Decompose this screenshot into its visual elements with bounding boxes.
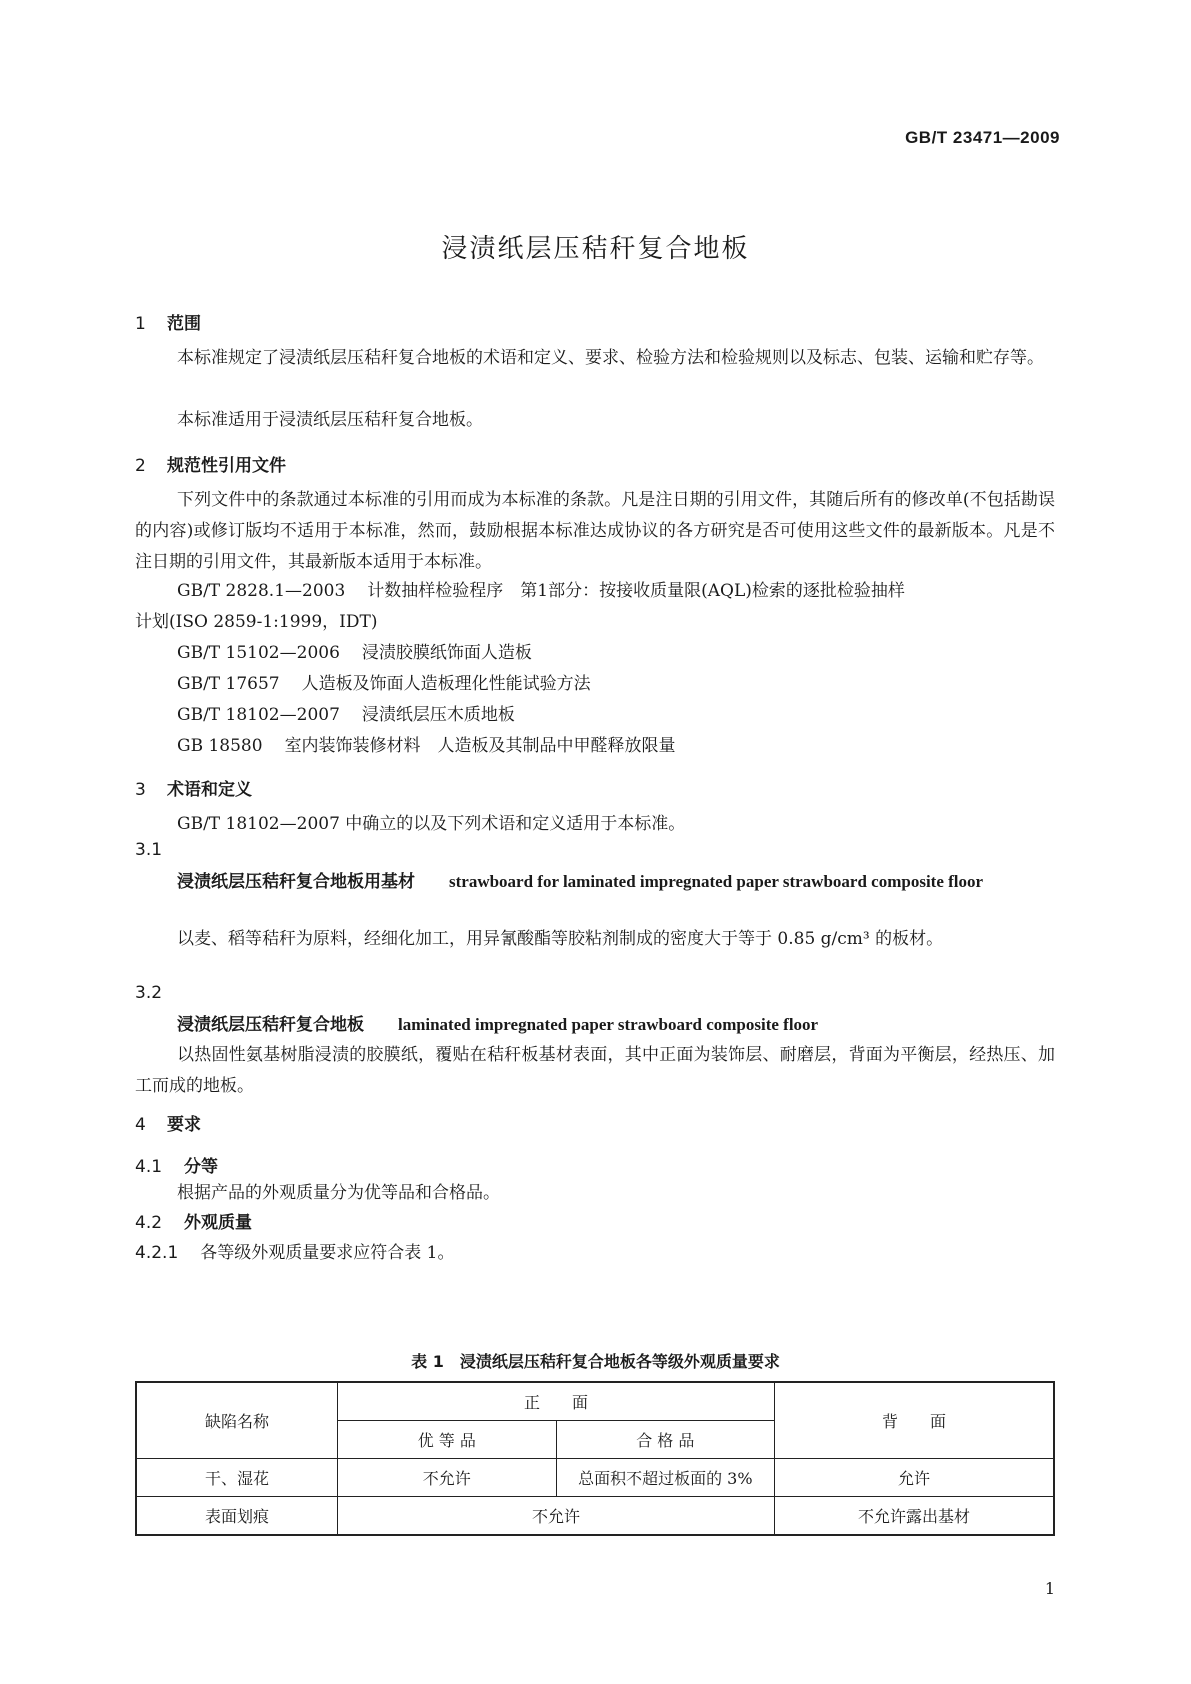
subsection-title: 外观质量 [184, 1213, 253, 1233]
reference-code: GB/T 2828.1—2003 [177, 581, 346, 601]
standard-number: GB/T 23471—2009 [905, 128, 1060, 147]
reference-name: 浸渍纸层压木质地板 [361, 705, 515, 725]
subsection-number: 4.1 [135, 1157, 163, 1177]
table-row [136, 1459, 1054, 1497]
section-2-paragraph-1: 下列文件中的条款通过本标准的引用而成为本标准的条款。凡是注日期的引用文件，其随后所有的修改单(不包括勘误的内容)或修订版均不适用于本标准，然而，鼓励根据本标准达成协议的各方研究是否可使用这些文件的最新版本。凡是不注日期的引用文件，其最新版本适用于本标准。 [135, 490, 1055, 572]
reference-item [177, 638, 532, 663]
subsection-title: 分等 [184, 1157, 219, 1177]
subsection-4-1-text: 根据产品的外观质量分为优等品和合格品。 [177, 1183, 500, 1203]
table-1-caption: 表 1 浸渍纸层压秸秆复合地板各等级外观质量要求 [411, 1352, 780, 1371]
reference-code: GB 18580 [177, 736, 263, 756]
section-3-heading [135, 775, 252, 800]
section-title: 规范性引用文件 [167, 456, 286, 476]
header-qualified-grade: 合 格 品 [556, 1421, 775, 1459]
subsection-4-2-1 [135, 1238, 455, 1263]
term-3-1-heading [177, 866, 1055, 898]
reference-item [177, 669, 591, 694]
reference-item [177, 576, 905, 601]
cell-back: 允许 [775, 1459, 1054, 1497]
cell-qualified: 总面积不超过板面的 3% [556, 1459, 775, 1497]
page-number: 1 [1044, 1579, 1055, 1598]
table-1 [135, 1381, 1055, 1536]
cell-front: 不允许 [338, 1497, 775, 1536]
term-chinese: 浸渍纸层压秸秆复合地板 [177, 1015, 364, 1035]
section-title: 范围 [167, 314, 201, 334]
cell-defect: 表面划痕 [136, 1497, 338, 1536]
reference-name: 浸渍胶膜纸饰面人造板 [361, 643, 532, 663]
term-english: strawboard for laminated impregnated paper strawboard composite floor [449, 872, 984, 891]
document-title: 浸渍纸层压秸秆复合地板 [441, 234, 750, 264]
cell-back: 不允许露出基材 [775, 1497, 1054, 1536]
cell-superior: 不允许 [338, 1459, 556, 1497]
section-1-heading [135, 309, 201, 334]
term-3-2-definition: 以热固性氨基树脂浸渍的胶膜纸，覆贴在秸秆板基材表面，其中正面为装饰层、耐磨层，背面为平衡层，经热压、加工而成的地板。 [135, 1045, 1055, 1096]
reference-continuation: 计划(ISO 2859-1:1999，IDT) [135, 612, 378, 632]
subsection-4-2-heading [135, 1208, 252, 1233]
section-title: 术语和定义 [167, 780, 252, 800]
reference-item [177, 731, 676, 756]
subsection-4-1-heading [135, 1152, 218, 1177]
reference-code: GB/T 18102—2007 [177, 705, 340, 725]
section-number: 1 [135, 314, 146, 334]
section-number: 2 [135, 456, 146, 476]
table-header-row [136, 1382, 1054, 1421]
section-1-paragraph-2: 本标准适用于浸渍纸层压秸秆复合地板。 [177, 410, 483, 430]
reference-name: 人造板及饰面人造板理化性能试验方法 [301, 674, 591, 694]
term-3-1-definition: 以麦、稻等秸秆为原料，经细化加工，用异氰酸酯等胶粘剂制成的密度大于等于 0.85 g/cm³ 的板材。 [177, 929, 944, 949]
subsection-number: 4.2 [135, 1213, 163, 1233]
section-title: 要求 [167, 1115, 201, 1135]
reference-name: 计数抽样检验程序 第1部分：按接收质量限(AQL)检索的逐批检验抽样 [367, 581, 905, 601]
section-4-heading [135, 1110, 201, 1135]
term-chinese: 浸渍纸层压秸秆复合地板用基材 [177, 872, 415, 892]
table-row [136, 1497, 1054, 1536]
header-back: 背 面 [775, 1382, 1054, 1459]
section-2-heading [135, 451, 286, 476]
section-1-paragraph-1: 本标准规定了浸渍纸层压秸秆复合地板的术语和定义、要求、检验方法和检验规则以及标志、包装、运输和贮存等。 [177, 348, 1044, 368]
term-3-2-heading [177, 1009, 1055, 1041]
subsection-text: 各等级外观质量要求应符合表 1。 [200, 1243, 455, 1263]
term-3-1-number: 3.1 [135, 840, 163, 860]
header-superior-grade: 优 等 品 [338, 1421, 556, 1459]
reference-item [177, 700, 515, 725]
section-number: 3 [135, 780, 146, 800]
reference-code: GB/T 17657 [177, 674, 280, 694]
cell-defect: 干、湿花 [136, 1459, 338, 1497]
term-english: laminated impregnated paper strawboard composite floor [398, 1015, 819, 1034]
term-3-2-number: 3.2 [135, 983, 163, 1003]
section-3-intro: GB/T 18102—2007 中确立的以及下列术语和定义适用于本标准。 [177, 814, 686, 834]
header-defect-name: 缺陷名称 [136, 1382, 338, 1459]
header-front: 正 面 [338, 1382, 775, 1421]
section-number: 4 [135, 1115, 146, 1135]
reference-code: GB/T 15102—2006 [177, 643, 340, 663]
reference-name: 室内装饰装修材料 人造板及其制品中甲醛释放限量 [284, 736, 676, 756]
subsection-number: 4.2.1 [135, 1243, 179, 1263]
